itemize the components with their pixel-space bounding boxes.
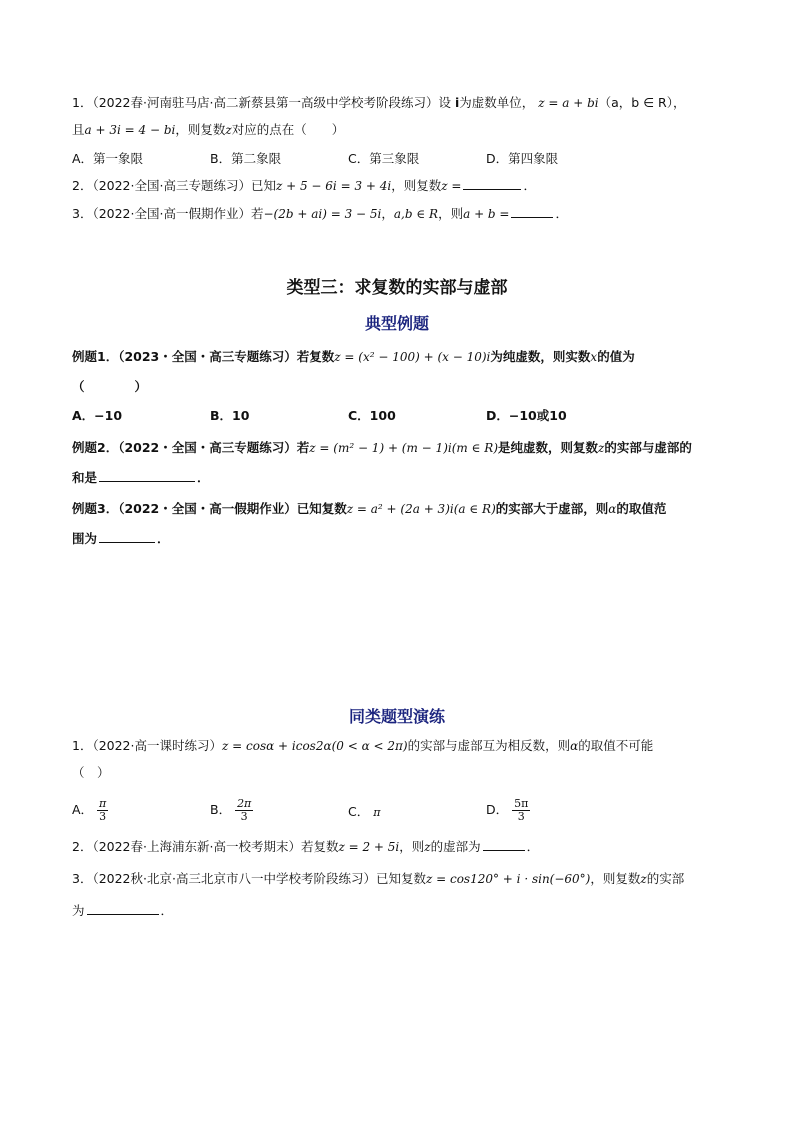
question-number: 2． [72, 839, 93, 854]
question-text: ， [381, 206, 394, 221]
math-expression: z = cosα + icos2α(0 < α < 2π) [222, 739, 408, 753]
imaginary-unit: i [454, 95, 460, 110]
math-expression: a + 3i = 4 − bi [84, 123, 176, 137]
practice-1-line-2 [72, 764, 110, 782]
question-text: ． [526, 839, 540, 854]
question-text: 为 [72, 903, 85, 918]
example-text: 的实部与虚部的 [604, 440, 692, 455]
math-expression: z = (m² − 1) + (m − 1)i(m ∈ R) [309, 441, 498, 455]
answer-blank[interactable] [511, 205, 553, 218]
answer-blank[interactable] [99, 469, 195, 482]
math-expression: z + 5 − 6i = 3 + 4i [275, 179, 392, 193]
math-variable: z [225, 123, 232, 137]
example-2-line-2 [72, 469, 210, 487]
answer-blank[interactable] [87, 902, 159, 915]
example-source: （2022・全国・高三专题练习）若 [118, 440, 310, 455]
question-text: 的实部 [646, 871, 685, 886]
fraction [512, 798, 530, 823]
question-text: ，则 [399, 839, 425, 854]
example-text: 的实部大于虚部，则 [495, 501, 609, 516]
example-3-line-1 [72, 500, 666, 518]
example-label: 例题3． [72, 501, 119, 516]
question-text: ，则复数 [175, 122, 226, 137]
answer-blank[interactable] [463, 177, 521, 190]
math-expression: z = a² + (2a + 3)i(a ∈ R) [346, 502, 496, 516]
option-b: B．10 [210, 408, 250, 423]
practice-3-line-2 [72, 902, 173, 920]
option-c [348, 803, 380, 822]
example-1-line-2 [72, 378, 147, 396]
question-text: 对应的点在（ ） [231, 122, 345, 137]
question-number: 1． [72, 95, 93, 110]
question-source: （2022春·河南驻马店·高二新蔡县第一高级中学校考阶段练习）设 [92, 95, 451, 110]
example-text: ． [157, 531, 170, 546]
example-text: 和是 [72, 470, 98, 485]
practice-2 [72, 838, 539, 856]
math-variable: α [608, 502, 617, 516]
denominator: 3 [240, 810, 248, 823]
math-expression: a + b = [463, 207, 510, 221]
math-expression: a,b ∈ R [393, 207, 439, 221]
numerator: 5π [514, 797, 529, 810]
denominator: 3 [99, 810, 107, 823]
option-c: C．第三象限 [348, 151, 420, 166]
option-label: B． [210, 802, 232, 817]
option-a: A．第一象限 [72, 151, 144, 166]
math-expression: z = cos120° + i · sin(−60°) [425, 872, 591, 886]
option-b [210, 798, 253, 823]
example-source: （2023・全国・高三专题练习）若复数 [118, 349, 335, 364]
example-text: 围为 [72, 531, 98, 546]
math-expression: z = (x² − 100) + (x − 10)i [334, 350, 491, 364]
question-text: ． [160, 903, 174, 918]
question-source: （2022春·上海浦东新·高一校考期末）若复数 [92, 839, 339, 854]
example-source: （2022・全国・高一假期作业）已知复数 [118, 501, 347, 516]
math-variable: z [598, 441, 605, 455]
question-number: 3． [72, 871, 93, 886]
question-1-line-1 [72, 94, 686, 112]
example-2-line-1 [72, 439, 692, 457]
question-text: 且 [72, 122, 85, 137]
question-source: （2022·全国·高一假期作业）若 [92, 206, 264, 221]
question-source: （2022·全国·高三专题练习）已知 [92, 178, 276, 193]
question-text: ，则复数 [391, 178, 442, 193]
question-text: ，则 [438, 206, 464, 221]
example-text: 的值为 [597, 349, 635, 364]
answer-blank[interactable] [483, 838, 525, 851]
question-number: 2． [72, 178, 93, 193]
option-a [72, 798, 108, 823]
question-text: ． [555, 206, 568, 221]
example-3-line-2 [72, 530, 170, 548]
option-label: D． [486, 802, 509, 817]
typical-examples-title: 典型例题 [364, 314, 429, 333]
math-expression: z = a + bi [538, 96, 599, 110]
section-title: 类型三：求复数的实部与虚部 [286, 278, 508, 298]
math-variable: x [590, 350, 598, 364]
example-label: 例题2． [72, 440, 119, 455]
example-1-line-1 [72, 348, 635, 366]
option-label: A． [72, 802, 94, 817]
question-1-line-2 [72, 121, 344, 139]
question-text: 的取值不可能 [578, 738, 654, 753]
question-text: ． [523, 178, 536, 193]
option-d: D．第四象限 [486, 151, 559, 166]
denominator: 3 [517, 810, 525, 823]
fraction [235, 798, 253, 823]
fraction [97, 798, 108, 823]
numerator: π [99, 797, 107, 810]
question-source: （2022·高一课时练习） [92, 738, 222, 753]
math-variable: z [640, 872, 647, 886]
math-variable: z [424, 840, 431, 854]
question-text: ，则复数 [590, 871, 641, 886]
math-expression: π [373, 806, 381, 819]
math-expression: z = [441, 179, 462, 193]
question-3 [72, 205, 568, 223]
option-a: A．−10 [72, 408, 123, 423]
option-b: B．第二象限 [210, 151, 282, 166]
option-label: C． [348, 804, 370, 819]
option-d: D．−10或10 [486, 408, 567, 423]
numerator: 2π [237, 797, 252, 810]
example-label: 例题1． [72, 349, 119, 364]
question-2 [72, 177, 536, 195]
question-source: （2022秋·北京·高三北京市八一中学校考阶段练习）已知复数 [92, 871, 426, 886]
question-text: （a，b ∈ R）， [598, 95, 686, 110]
practice-3-line-1 [72, 870, 684, 888]
answer-paren: （ ） [72, 765, 110, 780]
answer-blank[interactable] [99, 530, 155, 543]
question-text: 的虚部为 [430, 839, 481, 854]
question-text: 的实部与虚部互为相反数，则 [407, 738, 571, 753]
math-variable: α [570, 739, 579, 753]
example-text: 的取值范 [616, 501, 667, 516]
option-c: C．100 [348, 408, 396, 423]
practice-title: 同类题型演练 [348, 707, 445, 726]
option-d [486, 798, 530, 823]
example-text: ． [197, 470, 210, 485]
practice-1-line-1 [72, 737, 653, 755]
math-expression: −(2b + ai) = 3 − 5i [263, 207, 382, 221]
question-number: 1． [72, 738, 93, 753]
math-expression: z = 2 + 5i [338, 840, 400, 854]
answer-paren: （ ） [72, 379, 148, 394]
question-number: 3． [72, 206, 93, 221]
example-text: 为纯虚数，则实数 [490, 349, 591, 364]
question-text: 为虚数单位， [459, 95, 535, 110]
example-text: 是纯虚数，则复数 [498, 440, 599, 455]
